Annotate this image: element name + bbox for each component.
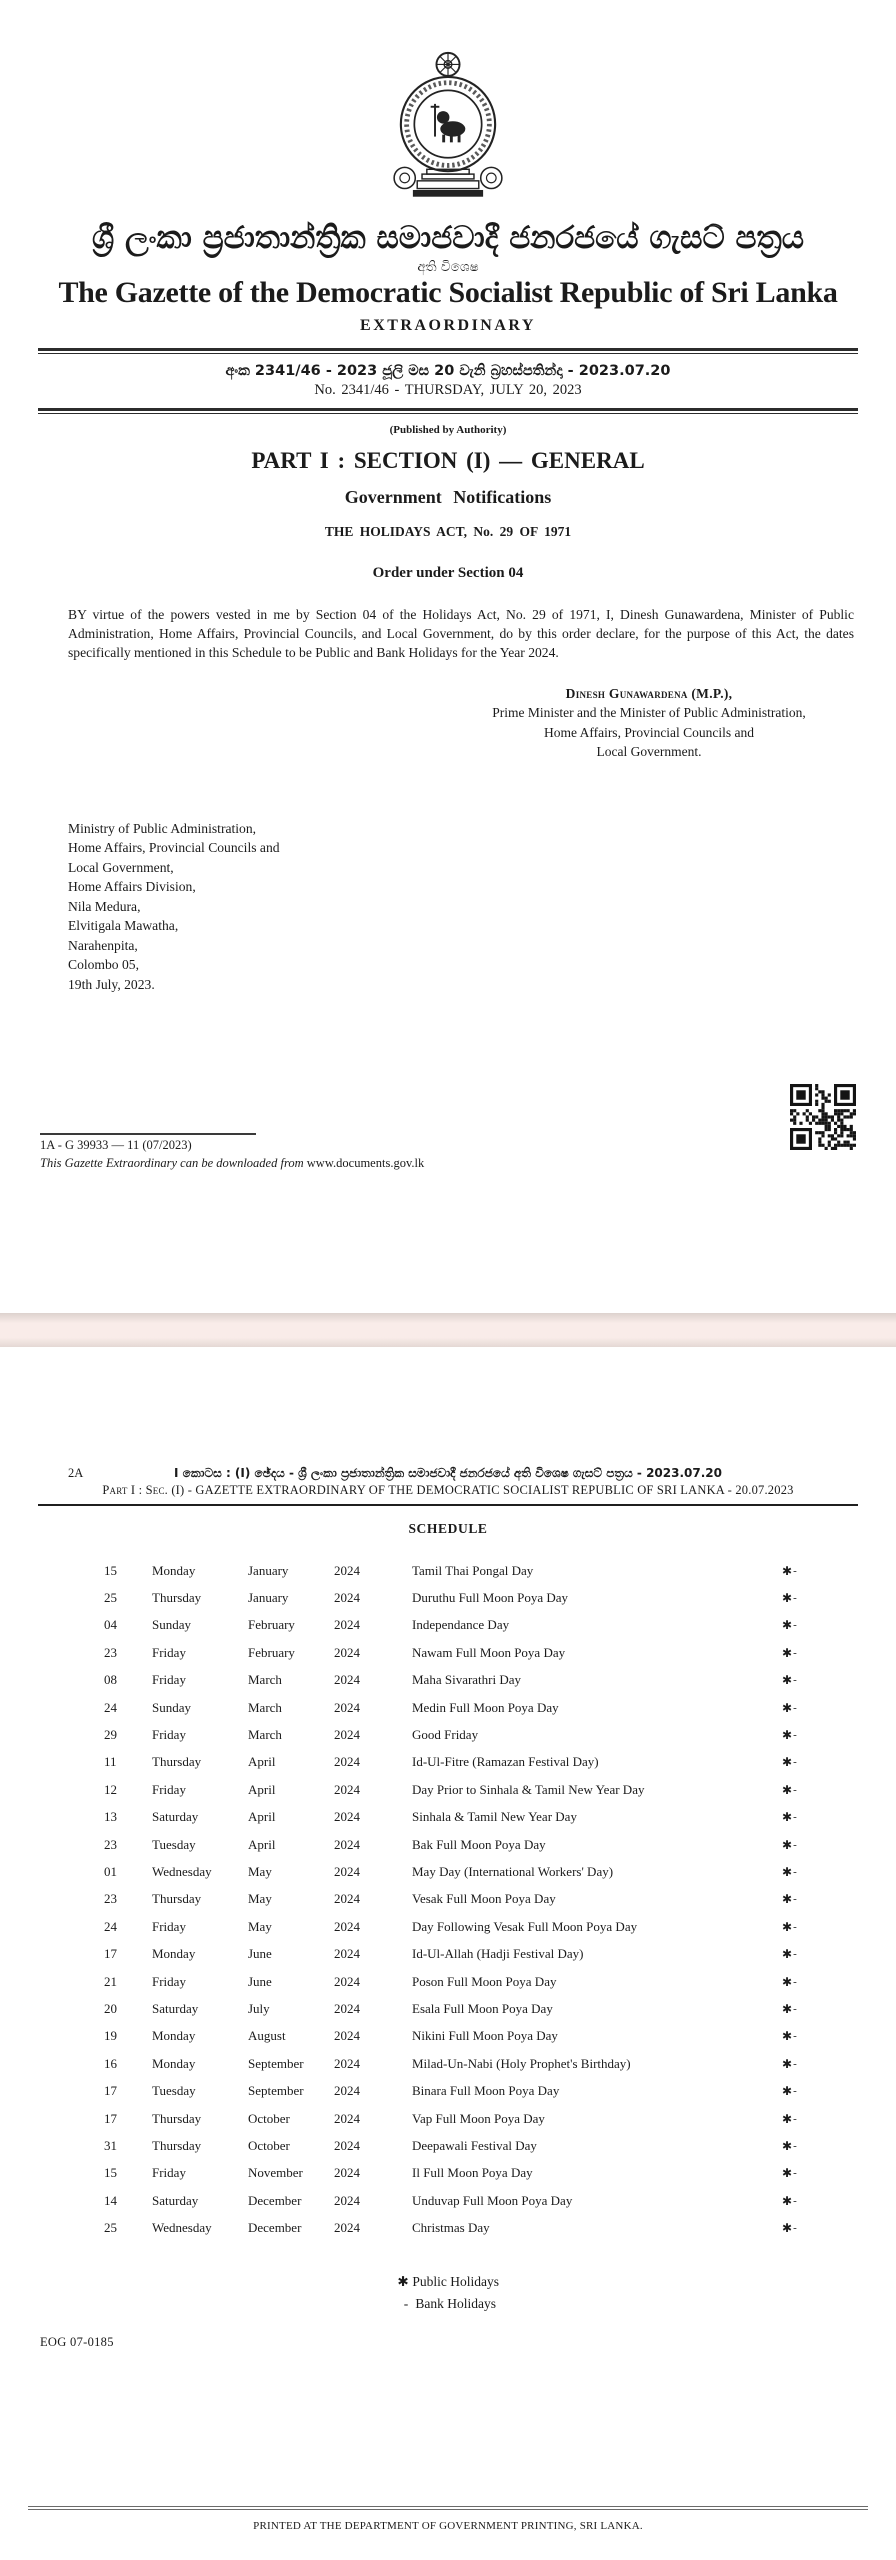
holiday-month: April [248, 1754, 276, 1770]
holiday-name: Il Full Moon Poya Day [412, 2165, 533, 2181]
holiday-markers [782, 1858, 828, 1885]
table-row [104, 2160, 828, 2187]
part-heading: PART I : SECTION (I) — GENERAL [251, 447, 645, 473]
holiday-month: April [248, 1781, 276, 1797]
public-holiday-marker: ✱ [782, 1892, 793, 1907]
holiday-year: 2024 [334, 1973, 360, 1989]
holiday-month: February [248, 1617, 295, 1633]
bank-holiday-marker: - [793, 1619, 797, 1632]
public-holiday-marker: ✱ [782, 2001, 793, 2016]
holiday-weekday: Wednesday [152, 2220, 212, 2236]
holiday-weekday: Saturday [152, 2192, 199, 2208]
holiday-year: 2024 [334, 1809, 360, 1825]
holiday-weekday: Monday [152, 1562, 196, 1578]
holiday-year: 2024 [334, 1781, 360, 1797]
holiday-weekday: Friday [152, 2165, 186, 2181]
public-holiday-marker: ✱ [782, 2029, 793, 2044]
bank-holiday-marker: - [793, 1893, 797, 1906]
public-holiday-marker: ✱ [782, 1919, 793, 1934]
page-separator [0, 1313, 896, 1347]
holiday-markers [782, 1557, 828, 1584]
bank-holiday-marker: - [793, 2030, 797, 2043]
holiday-year: 2024 [334, 2192, 360, 2208]
schedule-heading: SCHEDULE [408, 1521, 488, 1536]
holiday-date: 17 [104, 2110, 117, 2126]
signature-block [424, 684, 874, 762]
government-notifications-heading: Government Notifications [344, 486, 552, 507]
public-holiday-marker: ✱ [782, 2166, 793, 2181]
signatory-name: Dinesh Gunawardena (M.P.), [565, 685, 733, 701]
holiday-weekday: Sunday [152, 1617, 191, 1633]
holiday-month: March [248, 1672, 282, 1688]
holiday-name: Day Prior to Sinhala & Tamil New Year Day [412, 1781, 645, 1797]
public-holiday-marker: ✱ [782, 1864, 793, 1879]
table-row [104, 2105, 828, 2132]
bank-holiday-marker: - [793, 2057, 797, 2070]
holiday-weekday: Thursday [152, 1891, 202, 1907]
table-row [104, 1749, 828, 1776]
holiday-month: May [248, 1891, 272, 1907]
holiday-year: 2024 [334, 1644, 360, 1660]
holiday-month: January [248, 1590, 289, 1606]
address-line: Local Government, [68, 859, 174, 875]
holiday-markers [782, 2132, 828, 2159]
address-line: Home Affairs, Provincial Councils and [68, 840, 280, 856]
holiday-month: May [248, 1863, 272, 1879]
holiday-weekday: Monday [152, 2055, 196, 2071]
table-row [104, 1612, 828, 1639]
national-emblem-icon [0, 50, 896, 207]
holiday-year: 2024 [334, 1863, 360, 1879]
legend-label: Public Holidays [412, 2273, 499, 2289]
holiday-name: Vap Full Moon Poya Day [412, 2110, 545, 2126]
issue-line-english: No. 2341/46 - THURSDAY, JULY 20, 2023 [314, 381, 582, 398]
signatory-title-line: Home Affairs, Provincial Councils and [543, 724, 755, 740]
masthead-rule-top [38, 348, 858, 354]
table-row [104, 2050, 828, 2077]
holiday-date: 25 [104, 2220, 117, 2236]
holiday-markers [782, 1584, 828, 1611]
holiday-name: Independance Day [412, 1617, 510, 1633]
holiday-markers [782, 1968, 828, 1995]
bank-holiday-marker: - [793, 2112, 797, 2125]
footer-rule [28, 2506, 868, 2510]
address-line: Home Affairs Division, [68, 879, 196, 895]
holiday-weekday: Monday [152, 2028, 196, 2044]
bank-holiday-marker: - [793, 1838, 797, 1851]
gazette-title-english: The Gazette of the Democratic Socialist Republic of Sri Lanka [58, 275, 838, 309]
holiday-month: April [248, 1809, 276, 1825]
public-holiday-marker: ✱ [782, 1673, 793, 1688]
bank-holiday-marker: - [793, 1592, 797, 1605]
holiday-month: August [248, 2028, 286, 2044]
holiday-month: January [248, 1562, 289, 1578]
public-holiday-marker: ✱ [782, 1618, 793, 1633]
order-body-paragraph: BY virtue of the powers vested in me by Section 04 of the Holidays Act, No. 29 of 1971, I, Dinesh Gunawardena, Minister of Public Administration, Home Affairs, Provincial Councils, and Local Government, do by this order declare, for the purpose of this Act, the dates specifically mentioned in this Schedule to be Public and Bank Holidays for the Year 2024. [68, 606, 854, 660]
holiday-name: Unduvap Full Moon Poya Day [412, 2192, 573, 2208]
holiday-date: 17 [104, 1946, 117, 1962]
running-header-rule [38, 1504, 858, 1506]
holiday-date: 15 [104, 2165, 117, 2181]
print-code-rule [40, 1133, 256, 1135]
public-holiday-marker: ✱ [782, 2084, 793, 2099]
table-row [104, 2187, 828, 2214]
holiday-markers [782, 1940, 828, 1967]
holiday-name: Poson Full Moon Poya Day [412, 1973, 557, 1989]
holiday-markers [782, 1694, 828, 1721]
address-line: Ministry of Public Administration, [68, 820, 257, 836]
holiday-date: 24 [104, 1918, 117, 1934]
public-holiday-marker: ✱ [782, 1728, 793, 1743]
signatory-title-line: Prime Minister and the Minister of Public Administration, [492, 705, 806, 721]
table-row [104, 1557, 828, 1584]
address-line: Nila Medura, [68, 898, 141, 914]
holiday-markers [782, 2077, 828, 2104]
bank-holiday-marker: - [793, 2194, 797, 2207]
table-row [104, 1776, 828, 1803]
holiday-weekday: Saturday [152, 1809, 199, 1825]
holiday-name: Good Friday [412, 1727, 479, 1743]
holiday-weekday: Thursday [152, 1754, 202, 1770]
table-row [104, 1858, 828, 1885]
holiday-year: 2024 [334, 2220, 360, 2236]
holiday-weekday: Friday [152, 1644, 186, 1660]
gazette-subtitle-sinhala: අති විශෙෂ [417, 258, 479, 275]
holiday-markers [782, 1776, 828, 1803]
table-row [104, 2077, 828, 2104]
bank-holiday-marker: - [793, 1948, 797, 1961]
holiday-name: Nikini Full Moon Poya Day [412, 2028, 558, 2044]
holiday-year: 2024 [334, 2110, 360, 2126]
download-note-text: This Gazette Extraordinary can be downloaded from [40, 1156, 304, 1170]
holiday-weekday: Tuesday [152, 2083, 196, 2099]
holiday-weekday: Friday [152, 1727, 186, 1743]
bank-holiday-marker: - [793, 2139, 797, 2152]
table-row [104, 1831, 828, 1858]
holiday-year: 2024 [334, 2055, 360, 2071]
bank-holiday-marker: - [793, 1783, 797, 1796]
holiday-date: 17 [104, 2083, 117, 2099]
holiday-name: Binara Full Moon Poya Day [412, 2083, 560, 2099]
holiday-markers [782, 1667, 828, 1694]
holiday-name: Duruthu Full Moon Poya Day [412, 1590, 568, 1606]
legend-public-holidays [0, 2271, 896, 2293]
holiday-markers [782, 1804, 828, 1831]
holiday-year: 2024 [334, 2000, 360, 2016]
bank-holiday-marker: - [793, 1920, 797, 1933]
address-line: Narahenpita, [68, 937, 138, 953]
holiday-month: October [248, 2137, 290, 2153]
table-row [104, 1913, 828, 1940]
holiday-markers [782, 2050, 828, 2077]
holiday-name: Day Following Vesak Full Moon Poya Day [412, 1918, 638, 1934]
holiday-name: Bak Full Moon Poya Day [412, 1836, 546, 1852]
holiday-date: 19 [104, 2028, 117, 2044]
holiday-year: 2024 [334, 1836, 360, 1852]
holiday-month: December [248, 2220, 302, 2236]
table-row [104, 1940, 828, 1967]
table-row [104, 1995, 828, 2022]
holiday-year: 2024 [334, 1672, 360, 1688]
bank-holiday-marker: - [793, 1564, 797, 1577]
print-code: 1A - G 39933 — 11 (07/2023) [40, 1138, 192, 1152]
holiday-year: 2024 [334, 1699, 360, 1715]
holiday-year: 2024 [334, 2165, 360, 2181]
public-holiday-marker: ✱ [782, 2193, 793, 2208]
public-holiday-marker: ✱ [782, 1755, 793, 1770]
holiday-name: Deepawali Festival Day [412, 2137, 537, 2153]
holiday-month: September [248, 2055, 304, 2071]
edition-label: EXTRAORDINARY [360, 316, 536, 334]
holiday-date: 16 [104, 2055, 117, 2071]
holiday-year: 2024 [334, 2083, 360, 2099]
holiday-date: 20 [104, 2000, 117, 2016]
table-row [104, 1694, 828, 1721]
holiday-markers [782, 2105, 828, 2132]
gazette-title-sinhala: ශ්‍රී ලංකා ප්‍රජාතාන්ත්‍රික සමාජවාදී ජනරජයේ ගැසට් පත්‍රය [91, 220, 804, 256]
order-heading: Order under Section 04 [372, 564, 524, 581]
holiday-name: Id-Ul-Allah (Hadji Festival Day) [412, 1946, 584, 1962]
holiday-weekday: Friday [152, 1973, 186, 1989]
holiday-name: Milad-Un-Nabi (Holy Prophet's Birthday) [412, 2055, 631, 2071]
running-header [38, 1465, 858, 1499]
holiday-month: July [248, 2000, 270, 2016]
public-holiday-marker: ✱ [782, 1974, 793, 1989]
eog-code: EOG 07-0185 [40, 2335, 114, 2349]
holiday-date: 31 [104, 2137, 117, 2153]
bank-holiday-marker: - [793, 1729, 797, 1742]
ministry-address-block [68, 819, 896, 995]
table-row [104, 2132, 828, 2159]
holiday-year: 2024 [334, 1891, 360, 1907]
bank-holiday-marker: - [793, 2085, 797, 2098]
holiday-date: 12 [104, 1781, 117, 1797]
holiday-month: April [248, 1836, 276, 1852]
holiday-weekday: Saturday [152, 2000, 199, 2016]
address-line: Colombo 05, [68, 957, 139, 973]
table-row [104, 1584, 828, 1611]
public-holiday-marker: ✱ [782, 2056, 793, 2071]
holiday-markers [782, 1721, 828, 1748]
address-line: Elvitigala Mawatha, [68, 918, 179, 934]
public-holiday-marker: ✱ [782, 2138, 793, 2153]
holiday-year: 2024 [334, 1562, 360, 1578]
table-row [104, 1667, 828, 1694]
public-holiday-marker: ✱ [782, 2111, 793, 2126]
holiday-year: 2024 [334, 1754, 360, 1770]
holiday-name: Medin Full Moon Poya Day [412, 1699, 559, 1715]
bank-holiday-marker: - [793, 2002, 797, 2015]
holiday-markers [782, 2160, 828, 2187]
signatory-title-line: Local Government. [596, 744, 702, 760]
table-row [104, 2023, 828, 2050]
holiday-markers [782, 2187, 828, 2214]
gazette-page-2 [0, 1347, 896, 2560]
holiday-name: Christmas Day [412, 2220, 490, 2236]
holiday-weekday: Friday [152, 1781, 186, 1797]
bank-holiday-marker: - [793, 1811, 797, 1824]
public-holiday-marker: ✱ [782, 2221, 793, 2236]
holiday-markers [782, 2214, 828, 2241]
holiday-date: 14 [104, 2192, 117, 2208]
bank-holiday-marker: - [793, 1975, 797, 1988]
holiday-schedule-table [104, 1557, 828, 2242]
table-row [104, 2214, 828, 2241]
holiday-year: 2024 [334, 1918, 360, 1934]
public-holiday-marker: ✱ [782, 1591, 793, 1606]
public-holiday-marker: ✱ [782, 1645, 793, 1660]
public-holiday-marker: ✱ [782, 1837, 793, 1852]
holiday-date: 23 [104, 1891, 117, 1907]
holiday-markers [782, 1749, 828, 1776]
table-row [104, 1968, 828, 1995]
holiday-month: September [248, 2083, 304, 2099]
holiday-date: 21 [104, 1973, 117, 1989]
holiday-name: Esala Full Moon Poya Day [412, 2000, 553, 2016]
holiday-weekday: Friday [152, 1918, 186, 1934]
running-header-sinhala: I කොටස : (I) ඡේදය - ශ්‍රී ලංකා ප්‍රජාතාන්ත්‍රික සමාජවාදී ජනරජයේ අති විශෙෂ ගැසට් පත්‍රය - 2023.07.20 [174, 1466, 722, 1480]
running-header-english: Part I : Sec. (I) - GAZETTE EXTRAORDINARY OF THE DEMOCRATIC SOCIALIST REPUBLIC OF SRI LANKA - 20.07.2023 [102, 1483, 794, 1497]
download-note [40, 1156, 424, 1171]
download-url-link[interactable]: www.documents.gov.lk [306, 1156, 425, 1170]
holiday-year: 2024 [334, 1590, 360, 1606]
holiday-month: March [248, 1699, 282, 1715]
table-row [104, 1721, 828, 1748]
holiday-weekday: Wednesday [152, 1863, 212, 1879]
holiday-markers [782, 1612, 828, 1639]
issue-line-sinhala: අංක 2341/46 - 2023 ජූලි මස 20 වැනි බ්‍රහස්පතින්දා - 2023.07.20 [225, 362, 671, 379]
markers-legend [0, 2271, 896, 2315]
qr-code-icon [790, 1084, 856, 1150]
address-line: 19th July, 2023. [68, 976, 155, 992]
holiday-markers [782, 1995, 828, 2022]
public-holiday-marker: ✱ [782, 1700, 793, 1715]
holiday-year: 2024 [334, 1946, 360, 1962]
holiday-month: October [248, 2110, 290, 2126]
bank-holiday-marker: - [793, 2167, 797, 2180]
public-holiday-marker: ✱ [782, 1810, 793, 1825]
bank-holiday-marker: - [793, 1865, 797, 1878]
legend-bank-holidays [0, 2293, 896, 2315]
authority-note: (Published by Authority) [389, 423, 507, 436]
holiday-markers [782, 1913, 828, 1940]
holiday-weekday: Thursday [152, 2110, 202, 2126]
bank-holiday-symbol: - [403, 2295, 409, 2311]
holiday-date: 29 [104, 1727, 117, 1743]
holiday-name: May Day (International Workers' Day) [412, 1863, 614, 1879]
holiday-date: 15 [104, 1562, 117, 1578]
public-holiday-symbol: ✱ [397, 2273, 409, 2289]
holiday-month: December [248, 2192, 302, 2208]
holiday-weekday: Friday [152, 1672, 186, 1688]
holiday-date: 13 [104, 1809, 117, 1825]
holiday-name: Maha Sivarathri Day [412, 1672, 522, 1688]
holiday-markers [782, 1886, 828, 1913]
holiday-markers [782, 1831, 828, 1858]
holiday-date: 23 [104, 1644, 117, 1660]
bank-holiday-marker: - [793, 2222, 797, 2235]
holiday-date: 04 [104, 1617, 117, 1633]
holiday-weekday: Tuesday [152, 1836, 196, 1852]
holiday-month: November [248, 2165, 303, 2181]
holiday-year: 2024 [334, 1727, 360, 1743]
bank-holiday-marker: - [793, 1674, 797, 1687]
holiday-date: 11 [104, 1754, 117, 1770]
holiday-date: 25 [104, 1590, 117, 1606]
holiday-weekday: Sunday [152, 1699, 191, 1715]
holiday-month: May [248, 1918, 272, 1934]
public-holiday-marker: ✱ [782, 1563, 793, 1578]
holiday-weekday: Thursday [152, 1590, 202, 1606]
legend-label: Bank Holidays [415, 2295, 496, 2311]
holiday-month: March [248, 1727, 282, 1743]
holiday-markers [782, 1639, 828, 1666]
holiday-year: 2024 [334, 2028, 360, 2044]
holiday-name: Vesak Full Moon Poya Day [412, 1891, 556, 1907]
table-row [104, 1804, 828, 1831]
holiday-month: June [248, 1946, 272, 1962]
holiday-date: 24 [104, 1699, 117, 1715]
holiday-name: Nawam Full Moon Poya Day [412, 1644, 566, 1660]
holiday-date: 23 [104, 1836, 117, 1852]
holiday-name: Id-Ul-Fitre (Ramazan Festival Day) [412, 1754, 599, 1770]
holiday-year: 2024 [334, 1617, 360, 1633]
bank-holiday-marker: - [793, 1756, 797, 1769]
holiday-weekday: Monday [152, 1946, 196, 1962]
public-holiday-marker: ✱ [782, 1947, 793, 1962]
act-heading: THE HOLIDAYS ACT, No. 29 OF 1971 [324, 523, 572, 539]
holiday-date: 01 [104, 1863, 117, 1879]
holiday-date: 08 [104, 1672, 117, 1688]
printed-note: PRINTED AT THE DEPARTMENT OF GOVERNMENT PRINTING, SRI LANKA. [253, 2520, 643, 2532]
bank-holiday-marker: - [793, 1701, 797, 1714]
holiday-weekday: Thursday [152, 2137, 202, 2153]
public-holiday-marker: ✱ [782, 1782, 793, 1797]
table-row [104, 1886, 828, 1913]
table-row [104, 1639, 828, 1666]
page-number: 2A [68, 1466, 84, 1480]
holiday-month: February [248, 1644, 295, 1660]
holiday-year: 2024 [334, 2137, 360, 2153]
holiday-name: Tamil Thai Pongal Day [412, 1562, 534, 1578]
holiday-markers [782, 2023, 828, 2050]
holiday-name: Sinhala & Tamil New Year Day [412, 1809, 577, 1825]
bank-holiday-marker: - [793, 1646, 797, 1659]
holiday-month: June [248, 1973, 272, 1989]
masthead-rule-bottom [38, 408, 858, 414]
